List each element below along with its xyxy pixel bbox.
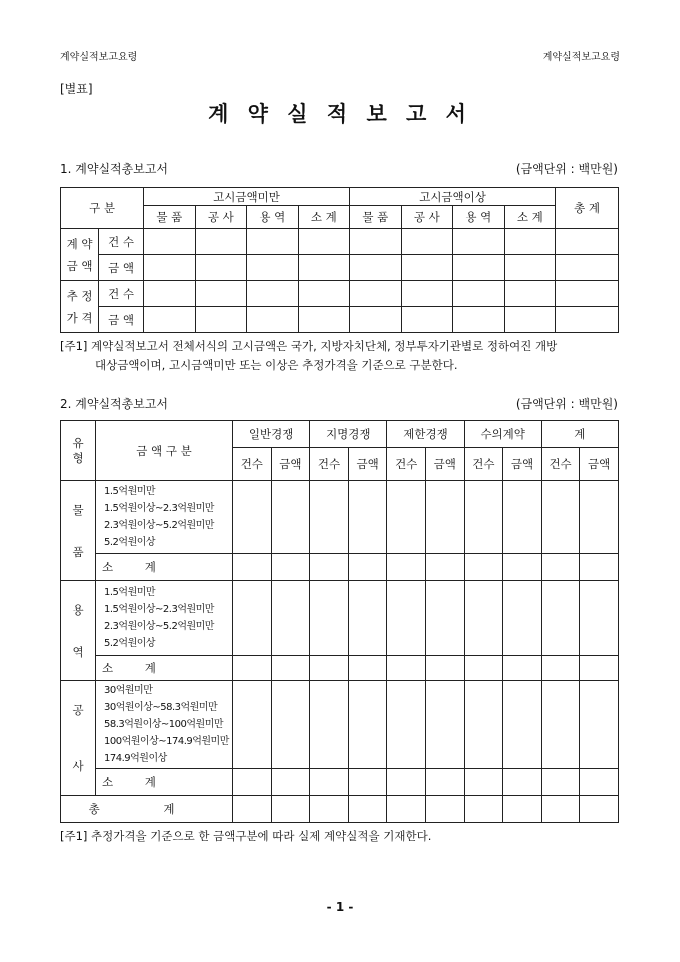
range-label: 1.5억원미만 xyxy=(104,486,156,497)
data-cell[interactable] xyxy=(195,281,247,307)
subcol-header: 소 계 xyxy=(298,206,350,229)
subtotal-row xyxy=(61,656,619,681)
data-cell[interactable] xyxy=(464,796,503,823)
data-cell[interactable] xyxy=(348,554,387,581)
subtotal-label: 소 계 xyxy=(96,656,233,681)
data-cell[interactable] xyxy=(310,481,349,554)
data-cell[interactable] xyxy=(580,769,619,796)
type-label: 공 사 xyxy=(61,681,96,796)
data-cell[interactable] xyxy=(541,656,580,681)
total-row xyxy=(61,796,619,823)
row-label: 건 수 xyxy=(99,229,144,255)
data-cell[interactable] xyxy=(401,281,453,307)
data-cell[interactable] xyxy=(271,681,310,769)
data-cell[interactable] xyxy=(504,281,556,307)
section2-unit: (금액단위 : 백만원) xyxy=(515,397,618,411)
data-cell[interactable] xyxy=(453,307,505,333)
data-cell[interactable] xyxy=(401,255,453,281)
data-cell[interactable] xyxy=(195,307,247,333)
data-cell[interactable] xyxy=(310,656,349,681)
section1-unit: (금액단위 : 백만원) xyxy=(515,162,618,176)
data-cell[interactable] xyxy=(310,581,349,656)
table-row xyxy=(61,229,619,255)
amount-ranges xyxy=(96,681,233,769)
data-cell[interactable] xyxy=(350,281,402,307)
data-cell[interactable] xyxy=(298,229,350,255)
data-cell[interactable] xyxy=(247,307,299,333)
running-header-right: 계약실적보고요령 xyxy=(542,52,620,63)
data-cell[interactable] xyxy=(425,481,464,554)
data-cell[interactable] xyxy=(464,681,503,769)
data-cell[interactable] xyxy=(233,796,272,823)
data-cell[interactable] xyxy=(541,554,580,581)
data-cell[interactable] xyxy=(348,796,387,823)
data-cell[interactable] xyxy=(541,796,580,823)
data-cell[interactable] xyxy=(350,307,402,333)
data-cell[interactable] xyxy=(348,681,387,769)
range-label: 1.5억원이상~2.3억원미만 xyxy=(104,503,214,514)
data-cell[interactable] xyxy=(556,255,619,281)
data-cell[interactable] xyxy=(504,307,556,333)
data-cell[interactable] xyxy=(464,554,503,581)
range-label: 100억원이상~174.9억원미만 xyxy=(104,736,229,747)
data-cell[interactable] xyxy=(556,281,619,307)
data-cell[interactable] xyxy=(350,229,402,255)
data-cell[interactable] xyxy=(503,656,542,681)
subcol-header: 용 역 xyxy=(247,206,299,229)
data-cell[interactable] xyxy=(464,481,503,554)
data-cell[interactable] xyxy=(247,281,299,307)
table-row xyxy=(61,581,619,656)
data-cell[interactable] xyxy=(425,681,464,769)
data-cell[interactable] xyxy=(387,796,426,823)
data-cell[interactable] xyxy=(464,581,503,656)
data-cell[interactable] xyxy=(271,656,310,681)
data-cell[interactable] xyxy=(247,255,299,281)
section2-note: [주1] 추정가격을 기준으로 한 금액구분에 따라 실제 계약실적을 기재한다. xyxy=(60,829,432,843)
data-cell[interactable] xyxy=(310,554,349,581)
data-cell[interactable] xyxy=(541,581,580,656)
amount-ranges xyxy=(96,481,233,554)
range-label: 5.2억원이상 xyxy=(104,537,156,548)
amount-header: 금액 xyxy=(348,448,387,481)
data-cell[interactable] xyxy=(556,229,619,255)
data-cell[interactable] xyxy=(453,281,505,307)
data-cell[interactable] xyxy=(144,307,196,333)
data-cell[interactable] xyxy=(233,481,272,554)
subcol-header: 소 계 xyxy=(504,206,556,229)
subtotal-label: 소 계 xyxy=(96,769,233,796)
count-header: 건수 xyxy=(310,448,349,481)
running-header-left: 계약실적보고요령 xyxy=(60,52,138,63)
range-label: 2.3억원이상~5.2억원미만 xyxy=(104,621,214,632)
data-cell[interactable] xyxy=(503,769,542,796)
data-cell[interactable] xyxy=(298,307,350,333)
data-cell[interactable] xyxy=(503,796,542,823)
data-cell[interactable] xyxy=(503,681,542,769)
count-header: 건수 xyxy=(464,448,503,481)
data-cell[interactable] xyxy=(233,581,272,656)
subtotal-row xyxy=(61,554,619,581)
amount-ranges xyxy=(96,581,233,656)
section1-title: 1. 계약실적총보고서 xyxy=(60,162,169,176)
data-cell[interactable] xyxy=(195,255,247,281)
data-cell[interactable] xyxy=(348,581,387,656)
amount-header: 금액 xyxy=(580,448,619,481)
subcol-header: 물 품 xyxy=(144,206,196,229)
data-cell[interactable] xyxy=(271,554,310,581)
data-cell[interactable] xyxy=(503,581,542,656)
data-cell[interactable] xyxy=(310,681,349,769)
detail-table xyxy=(60,420,619,823)
page-number: - 1 - xyxy=(326,900,354,914)
section1-note-line2: 대상금액이며, 고시금액미만 또는 이상은 추정가격을 기준으로 구분한다. xyxy=(95,358,458,372)
summary-table xyxy=(60,187,619,333)
header-amount-range: 금 액 구 분 xyxy=(96,421,233,481)
data-cell[interactable] xyxy=(425,581,464,656)
method-header: 제한경쟁 xyxy=(387,421,464,448)
range-label: 58.3억원이상~100억원미만 xyxy=(104,719,224,730)
header-over-threshold: 고시금액이상 xyxy=(350,188,556,206)
table-row xyxy=(61,481,619,554)
data-cell[interactable] xyxy=(401,307,453,333)
data-cell[interactable] xyxy=(144,229,196,255)
range-label: 174.9억원이상 xyxy=(104,753,167,764)
section1-note-line1: [주1] 계약실적보고서 전체서식의 고시금액은 국가, 지방자치단체, 정부투자기관별로 정하여진 개방 xyxy=(60,339,558,353)
data-cell[interactable] xyxy=(425,656,464,681)
data-cell[interactable] xyxy=(580,581,619,656)
method-header: 수의계약 xyxy=(464,421,541,448)
total-label: 총 계 xyxy=(61,796,233,823)
row-label: 금 액 xyxy=(99,307,144,333)
data-cell[interactable] xyxy=(580,554,619,581)
data-cell[interactable] xyxy=(453,255,505,281)
appendix-tag: [별표] xyxy=(60,82,93,96)
range-label: 5.2억원이상 xyxy=(104,638,156,649)
row-group-label: 추 정 가 격 xyxy=(61,281,99,333)
amount-header: 금액 xyxy=(425,448,464,481)
subcol-header: 공 사 xyxy=(401,206,453,229)
data-cell[interactable] xyxy=(504,255,556,281)
data-cell[interactable] xyxy=(453,229,505,255)
range-label: 2.3억원이상~5.2억원미만 xyxy=(104,520,214,531)
data-cell[interactable] xyxy=(504,229,556,255)
data-cell[interactable] xyxy=(144,255,196,281)
type-label: 물 품 xyxy=(61,481,96,581)
data-cell[interactable] xyxy=(233,681,272,769)
data-cell[interactable] xyxy=(580,681,619,769)
data-cell[interactable] xyxy=(247,229,299,255)
table-row xyxy=(61,255,619,281)
data-cell[interactable] xyxy=(425,769,464,796)
row-group-label: 계 약 금 액 xyxy=(61,229,99,281)
data-cell[interactable] xyxy=(144,281,196,307)
count-header: 건수 xyxy=(541,448,580,481)
range-label: 30억원이상~58.3억원미만 xyxy=(104,702,218,713)
method-header: 지명경쟁 xyxy=(310,421,387,448)
data-cell[interactable] xyxy=(271,769,310,796)
header-total: 총 계 xyxy=(556,188,619,229)
data-cell[interactable] xyxy=(387,656,426,681)
table-row xyxy=(61,681,619,769)
method-header: 일반경쟁 xyxy=(233,421,310,448)
data-cell[interactable] xyxy=(387,481,426,554)
subtotal-label: 소 계 xyxy=(96,554,233,581)
section2-title: 2. 계약실적총보고서 xyxy=(60,397,169,411)
header-under-threshold: 고시금액미만 xyxy=(144,188,350,206)
header-gubun: 구 분 xyxy=(61,188,144,229)
count-header: 건수 xyxy=(233,448,272,481)
data-cell[interactable] xyxy=(298,255,350,281)
method-header: 계 xyxy=(541,421,618,448)
data-cell[interactable] xyxy=(298,281,350,307)
data-cell[interactable] xyxy=(233,769,272,796)
data-cell[interactable] xyxy=(387,769,426,796)
data-cell[interactable] xyxy=(271,796,310,823)
data-cell[interactable] xyxy=(387,554,426,581)
range-label: 1.5억원이상~2.3억원미만 xyxy=(104,604,214,615)
range-label: 1.5억원미만 xyxy=(104,587,156,598)
data-cell[interactable] xyxy=(580,481,619,554)
data-cell[interactable] xyxy=(503,554,542,581)
data-cell[interactable] xyxy=(271,581,310,656)
data-cell[interactable] xyxy=(541,681,580,769)
data-cell[interactable] xyxy=(310,769,349,796)
data-cell[interactable] xyxy=(541,769,580,796)
data-cell[interactable] xyxy=(348,481,387,554)
page-title: 계 약 실 적 보 고 서 xyxy=(208,102,472,126)
data-cell[interactable] xyxy=(271,481,310,554)
data-cell[interactable] xyxy=(580,656,619,681)
data-cell[interactable] xyxy=(387,681,426,769)
table-row xyxy=(61,307,619,333)
range-label: 30억원미만 xyxy=(104,685,153,696)
data-cell[interactable] xyxy=(233,656,272,681)
row-label: 금 액 xyxy=(99,255,144,281)
data-cell[interactable] xyxy=(556,307,619,333)
data-cell[interactable] xyxy=(464,656,503,681)
data-cell[interactable] xyxy=(387,581,426,656)
data-cell[interactable] xyxy=(541,481,580,554)
data-cell[interactable] xyxy=(195,229,247,255)
data-cell[interactable] xyxy=(348,656,387,681)
data-cell[interactable] xyxy=(503,481,542,554)
data-cell[interactable] xyxy=(350,255,402,281)
data-cell[interactable] xyxy=(233,554,272,581)
type-label: 용 역 xyxy=(61,581,96,681)
subcol-header: 공 사 xyxy=(195,206,247,229)
amount-header: 금액 xyxy=(271,448,310,481)
data-cell[interactable] xyxy=(310,796,349,823)
subtotal-row xyxy=(61,769,619,796)
subcol-header: 물 품 xyxy=(350,206,402,229)
data-cell[interactable] xyxy=(464,769,503,796)
header-type: 유 형 xyxy=(61,421,96,481)
data-cell[interactable] xyxy=(348,769,387,796)
data-cell[interactable] xyxy=(425,796,464,823)
data-cell[interactable] xyxy=(401,229,453,255)
count-header: 건수 xyxy=(387,448,426,481)
amount-header: 금액 xyxy=(503,448,542,481)
data-cell[interactable] xyxy=(580,796,619,823)
row-label: 건 수 xyxy=(99,281,144,307)
subcol-header: 용 역 xyxy=(453,206,505,229)
table-row xyxy=(61,281,619,307)
data-cell[interactable] xyxy=(425,554,464,581)
